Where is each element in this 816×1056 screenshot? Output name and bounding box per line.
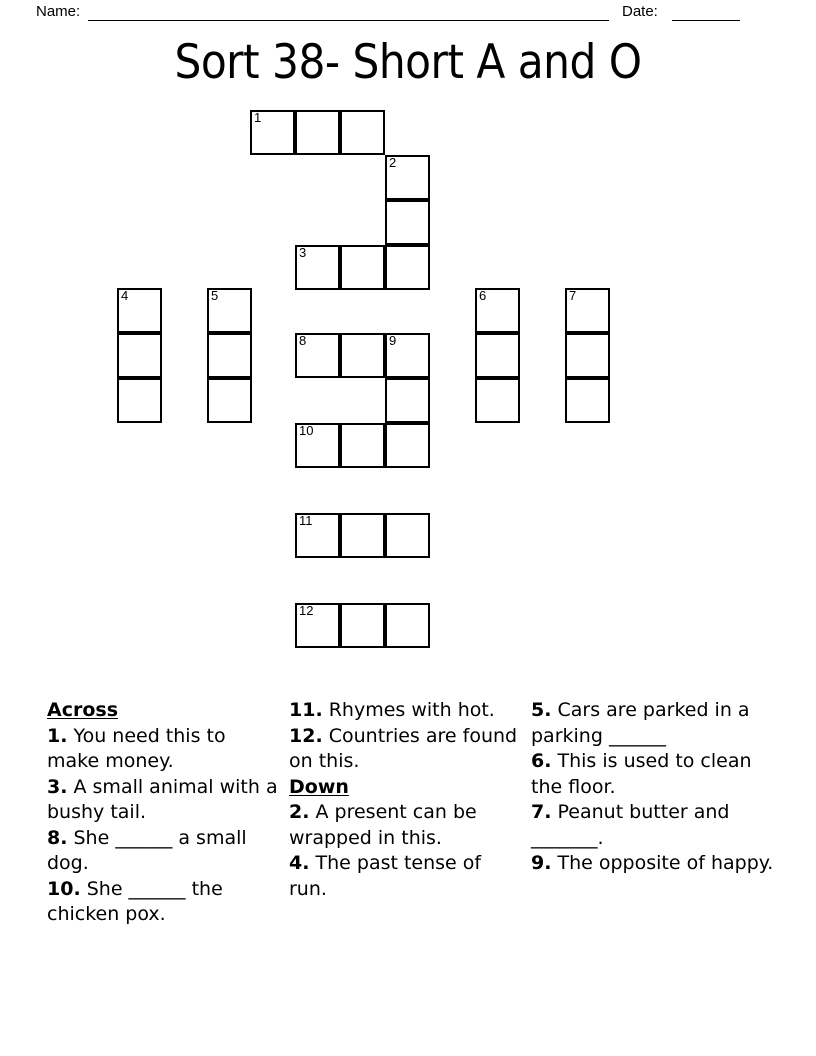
clue-section-heading: Down <box>289 775 349 798</box>
clue-item <box>531 749 776 800</box>
crossword-cell[interactable] <box>295 603 340 648</box>
crossword-cell[interactable] <box>295 245 340 290</box>
clue-number: 12. <box>289 724 323 747</box>
clue-item <box>289 800 524 851</box>
crossword-clue-number: 11 <box>299 513 313 528</box>
clue-text: Peanut butter and _______. <box>531 801 730 849</box>
clue-number: 6. <box>531 750 552 772</box>
clue-item <box>531 698 776 749</box>
crossword-clue-number: 4 <box>121 288 129 303</box>
crossword-cell[interactable] <box>340 245 385 290</box>
clue-item <box>531 800 776 851</box>
clue-text: A small animal with a bushy tail. <box>47 775 278 823</box>
crossword-cell[interactable] <box>475 378 520 423</box>
clue-list <box>0 698 816 978</box>
clue-text: Cars are parked in a parking ______ <box>531 699 750 747</box>
crossword-cell[interactable] <box>385 333 430 378</box>
clue-number: 4. <box>289 852 310 874</box>
crossword-cell[interactable] <box>475 333 520 378</box>
crossword-clue-number: 7 <box>569 288 577 303</box>
crossword-clue-number: 10 <box>299 423 314 438</box>
clue-number: 3. <box>47 775 68 798</box>
clue-item <box>289 698 524 724</box>
clue-column-1 <box>47 698 279 928</box>
clue-item <box>289 851 524 902</box>
clue-item <box>47 775 279 826</box>
clue-text: This is used to clean the floor. <box>531 750 752 798</box>
clue-text: She ______ the chicken pox. <box>47 877 223 925</box>
clue-number: 9. <box>531 852 552 874</box>
crossword-cell[interactable] <box>385 513 430 558</box>
clue-text: The opposite of happy. <box>557 852 774 874</box>
crossword-cell[interactable] <box>385 603 430 648</box>
crossword-cell[interactable] <box>340 110 385 155</box>
crossword-cell[interactable] <box>565 333 610 378</box>
crossword-clue-number: 1 <box>254 110 262 125</box>
crossword-cell[interactable] <box>117 288 162 333</box>
crossword-clue-number: 8 <box>299 333 307 348</box>
clue-item <box>531 851 776 877</box>
crossword-clue-number: 9 <box>389 333 397 348</box>
clue-number: 1. <box>47 724 68 747</box>
clue-number: 7. <box>531 801 552 823</box>
clue-number: 10. <box>47 877 81 900</box>
crossword-clue-number: 6 <box>479 288 487 303</box>
crossword-cell[interactable] <box>340 513 385 558</box>
clue-text: Countries are found on this. <box>289 724 518 772</box>
clue-text: The past tense of run. <box>289 852 482 900</box>
clue-item <box>47 826 279 877</box>
crossword-clue-number: 5 <box>211 288 219 303</box>
date-label: Date: <box>622 3 658 20</box>
clue-column-2 <box>289 698 524 902</box>
clue-number: 2. <box>289 801 310 823</box>
clue-section-heading: Across <box>47 699 119 721</box>
name-label: Name: <box>36 3 81 20</box>
clue-text: A present can be wrapped in this. <box>289 801 477 849</box>
clue-text: You need this to make money. <box>47 724 226 772</box>
crossword-cell[interactable] <box>295 110 340 155</box>
clue-item <box>289 724 524 775</box>
crossword-cell[interactable] <box>340 333 385 378</box>
crossword-cell[interactable] <box>295 333 340 378</box>
clue-number: 8. <box>47 826 68 849</box>
crossword-cell[interactable] <box>385 155 430 200</box>
crossword-cell[interactable] <box>385 245 430 290</box>
crossword-cell[interactable] <box>295 513 340 558</box>
page-title: Sort 38- Short A and O <box>174 35 642 90</box>
crossword-cell[interactable] <box>475 288 520 333</box>
crossword-cell[interactable] <box>117 333 162 378</box>
clue-column-3 <box>531 698 776 877</box>
crossword-cell[interactable] <box>250 110 295 155</box>
crossword-cell[interactable] <box>565 288 610 333</box>
clue-item <box>47 877 279 928</box>
crossword-clue-number: 12 <box>299 603 314 618</box>
crossword-cell[interactable] <box>340 423 385 468</box>
crossword-clue-number: 2 <box>389 155 397 170</box>
crossword-cell[interactable] <box>385 378 430 423</box>
clue-item <box>47 724 279 775</box>
crossword-cell[interactable] <box>565 378 610 423</box>
crossword-cell[interactable] <box>117 378 162 423</box>
clue-number: 11. <box>289 699 323 721</box>
crossword-cell[interactable] <box>295 423 340 468</box>
clue-number: 5. <box>531 699 552 721</box>
crossword-cell[interactable] <box>207 378 252 423</box>
crossword-cell[interactable] <box>207 288 252 333</box>
crossword-cell[interactable] <box>340 603 385 648</box>
clue-text: Rhymes with hot. <box>328 699 495 721</box>
clue-text: She ______ a small dog. <box>47 826 247 874</box>
crossword-cell[interactable] <box>385 423 430 468</box>
crossword-cell[interactable] <box>207 333 252 378</box>
crossword-clue-number: 3 <box>299 245 307 260</box>
crossword-cell[interactable] <box>385 200 430 245</box>
